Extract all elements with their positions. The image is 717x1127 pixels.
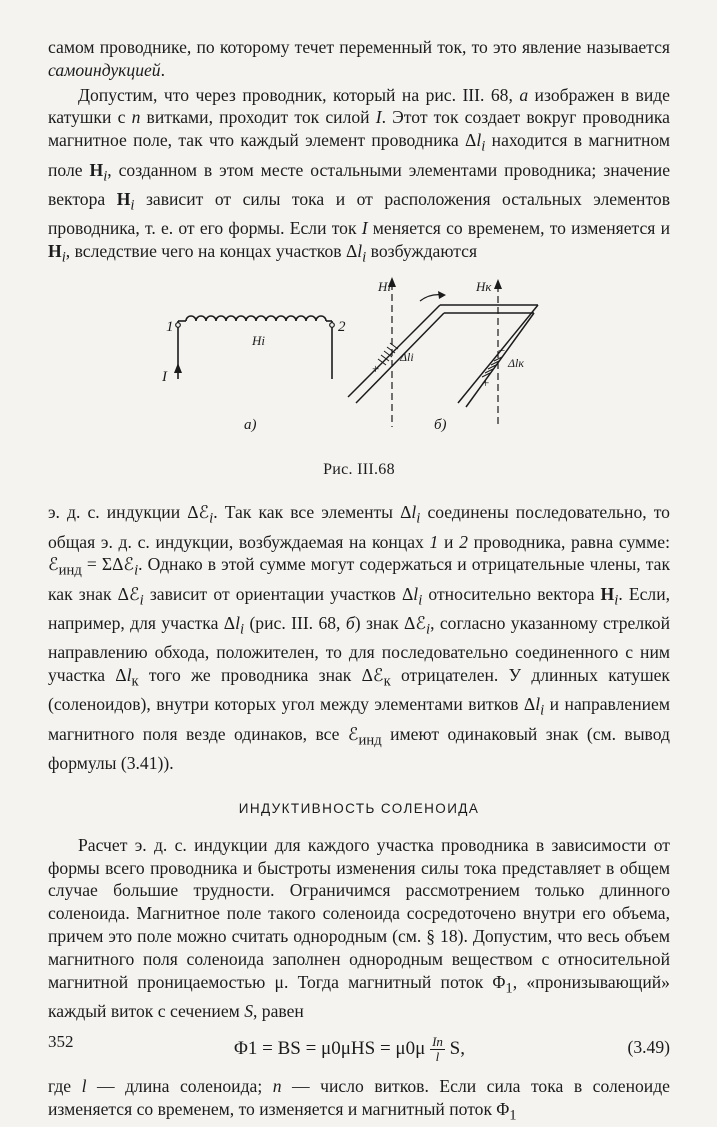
- page-number: 352: [48, 1032, 74, 1051]
- label-plus-i: +: [372, 361, 380, 377]
- label-field-i: Hi: [378, 279, 391, 295]
- segment-i-hatch: [378, 343, 398, 365]
- label-end-1: 1: [166, 319, 174, 336]
- page-content: [48, 36, 670, 1127]
- label-segment-k: Δlк: [508, 356, 524, 371]
- figure-III-68: [48, 277, 670, 489]
- paragraph-4: Расчет э. д. с. индукции для каждого участка проводника в зависимости от формы всего проводника и быстроты изменения силы тока представляет в общем случае большие трудности. Ограничимся рассмотрением только длинного соленоида. Магнитное поле такого соленоида сосредоточено внутри его объема, причем это поле можно считать однородным (см. § 18). Допустим, что весь объем магнитного поля соленоида заполнен однородным веществом с относительной магнитной проницаемостью μ. Тогда магнитный поток $\Phi_1$, «пронизывающий» каждый виток с сечением S, равен: [48, 834, 670, 1021]
- formula-lhs: Φ1 = BS = μ0μHS = μ0μ: [234, 1037, 426, 1059]
- coil-turns: [186, 316, 326, 321]
- current-arrow: [174, 363, 182, 373]
- label-field-k: Hк: [476, 279, 492, 295]
- label-end-2: 2: [338, 319, 346, 336]
- field-arrow-k: [494, 279, 502, 289]
- paragraph-1: самом проводнике, по которому течет переменный ток, то это явление называется самоиндукцией.: [48, 37, 670, 80]
- paragraph-5: где l — длина соленоида; n — число витков. Если сила тока в соленоиде изменяется со временем, то изменяется и магнитный поток $\Phi_1$: [48, 1075, 670, 1124]
- segment-k-hatch: [482, 357, 502, 377]
- label-segment-i: Δli: [400, 350, 414, 365]
- paragraph-2: Допустим, что через проводник, который на рис. III. 68, а изображен в виде катушки с n витками, проходит ток силой I. Этот ток создает вокруг проводника магнитное поле, так что каждый элемент проводника $\Delta l_i$ находится в магнитном поле $H_i$, созданном в этом месте остальными элементами проводника; значение вектора $H_i$ зависит от силы тока и от расположения остальных элементов проводника, т. е. от его формы. Если ток I меняется со временем, то изменяется и $H_i$, вследствие чего на концах участков $\Delta l_i$ возбуждаются: [48, 84, 671, 266]
- traversal-arrowhead: [438, 291, 446, 299]
- paragraph-3: э. д. с. индукции Δℰ$_i$. Так как все элементы $\Delta l_i$ соединены последовательно, то общая э. д. с. индукции, возбуждаемая на концах 1 и 2 проводника, равна сумме: ℰ$_{инд}$ = ΣΔℰ$_i$. Однако в этой сумме могут содержаться и отрицательные члены, так как знак Δℰ$_i$ зависит от ориентации участков $\Delta l_i$ относительно вектора $H_i$. Если, например, для участка $\Delta l_i$ (рис. III. 68, б) знак Δℰ$_i$, согласно указанному стрелкой направлению обхода, положителен, то для последовательно соединенного с ним участка $\Delta l_к$ того же проводника знак Δℰ$_к$ отрицателен. У длинных катушек (соленоидов), внутри которых угол между элементами витков $\Delta l_i$ и направлением магнитного поля везде одинаков, все ℰ$_{инд}$ имеют одинаковый знак (см. вывод формулы (3.41)).: [48, 502, 671, 774]
- formula-denominator: l: [435, 1048, 440, 1064]
- section-title: ИНДУКТИВНОСТЬ СОЛЕНОИДА: [238, 800, 480, 816]
- label-b: б): [434, 417, 447, 434]
- figure-drawing: [48, 277, 670, 457]
- terminal-1: [176, 323, 181, 328]
- formula-numerator: In: [432, 1033, 443, 1049]
- label-a: а): [244, 417, 257, 434]
- formula-number: (3.49): [627, 1036, 670, 1057]
- terminal-2: [330, 323, 335, 328]
- label-current: I: [162, 369, 167, 386]
- left-strip-outer: [348, 305, 440, 397]
- label-minus-k: −: [498, 343, 506, 359]
- formula-fraction: [430, 1035, 445, 1064]
- formula-rhs: S,: [449, 1037, 465, 1059]
- formula-3-49: [48, 1027, 670, 1073]
- figure-caption: Рис. III.68: [323, 461, 395, 479]
- formula-expression: [234, 1035, 465, 1064]
- label-field-a: Hi: [252, 333, 265, 349]
- label-plus-k: +: [482, 375, 490, 391]
